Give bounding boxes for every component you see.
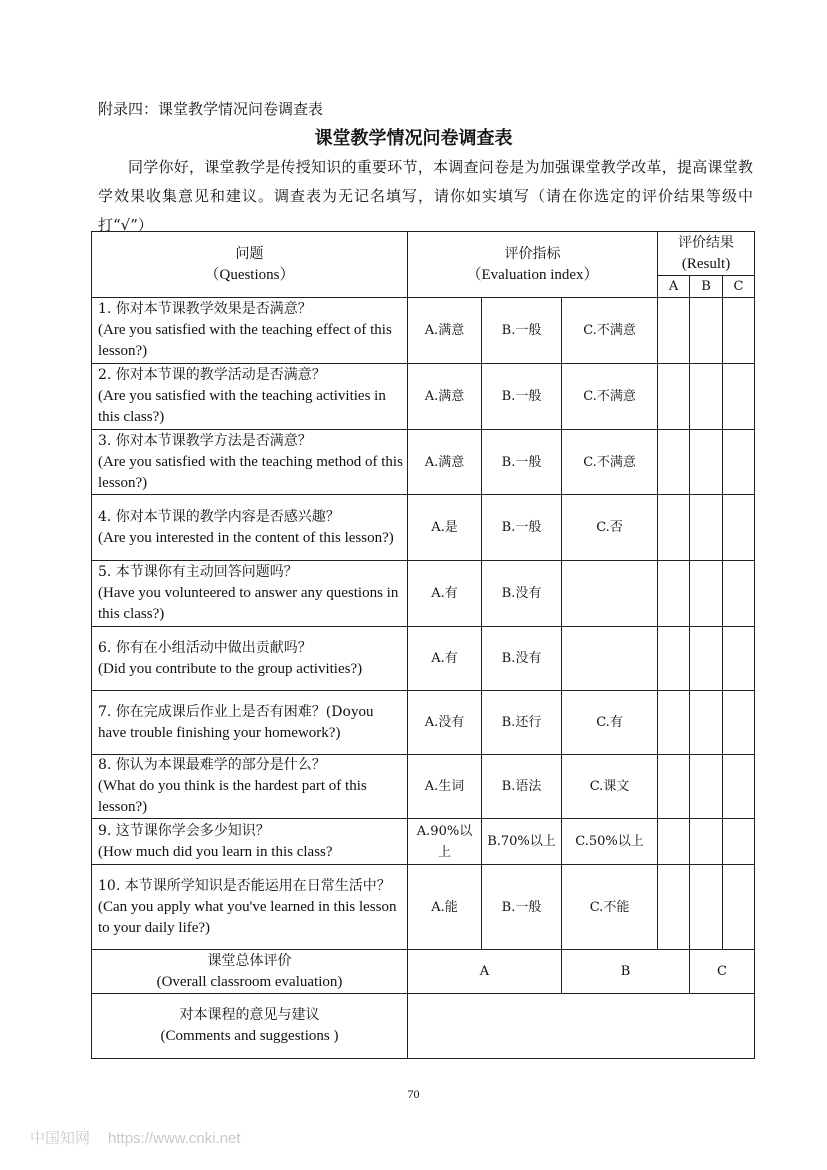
comments-row (92, 994, 755, 1059)
question-cn: 2. 你对本节课的教学活动是否满意？ (98, 367, 326, 383)
option-c: C.课文 (562, 755, 658, 819)
header-questions-en: （Questions） (204, 266, 295, 283)
result-col-b: B (690, 276, 723, 298)
watermark-brand: 中国知网 (30, 1130, 91, 1147)
option-a: A.满意 (408, 364, 482, 430)
question-cn: 3. 你对本节课教学方法是否满意？ (98, 432, 312, 449)
option-c: C.不能 (562, 865, 658, 950)
question-en: (Are you satisfied with the teaching method of this lesson?) (98, 453, 403, 491)
option-b: B.70%以上 (482, 819, 562, 865)
option-b: B.一般 (482, 364, 562, 430)
result-cell-c[interactable] (723, 364, 755, 430)
question-text (92, 819, 408, 865)
question-row (92, 561, 755, 627)
question-text (92, 430, 408, 495)
overall-cn: 课堂总体评价 (207, 952, 292, 969)
question-en: (What do you think is the hardest part of this lesson?) (98, 778, 367, 815)
question-text (92, 298, 408, 364)
comments-cn: 对本课程的意见与建议 (179, 1007, 320, 1023)
question-row (92, 495, 755, 561)
option-c (562, 627, 658, 691)
watermark (30, 1127, 259, 1148)
question-en: (Have you volunteered to answer any questions in this class?) (98, 585, 399, 622)
overall-label (92, 950, 408, 994)
question-cn: 9. 这节课你学会多少知识？ (98, 822, 270, 839)
result-cell-b[interactable] (690, 819, 723, 865)
question-cn: 4. 你对本节课的教学内容是否感兴趣？ (98, 508, 340, 525)
question-cn: 5. 本节课你有主动回答问题吗？ (98, 564, 298, 580)
option-b: B.语法 (482, 755, 562, 819)
result-cell-c[interactable] (723, 430, 755, 495)
result-cell-b[interactable] (690, 691, 723, 755)
result-cell-a[interactable] (658, 430, 690, 495)
header-result-cn: 评价结果 (678, 234, 735, 251)
option-c: C.否 (562, 495, 658, 561)
result-col-a: A (658, 276, 690, 298)
option-a: A.90%以上 (408, 819, 482, 865)
option-a: A.有 (408, 627, 482, 691)
option-c: C.不满意 (562, 430, 658, 495)
question-en: (Are you satisfied with the teaching activities in this class?) (98, 388, 386, 425)
option-a: A.能 (408, 865, 482, 950)
option-b: B.没有 (482, 627, 562, 691)
result-cell-a[interactable] (658, 561, 690, 627)
header-index-cn: 评价指标 (504, 245, 561, 262)
comments-en: (Comments and suggestions ) (160, 1028, 339, 1044)
option-b: B.一般 (482, 495, 562, 561)
header-questions (92, 232, 408, 298)
result-cell-b[interactable] (690, 495, 723, 561)
page-title: 课堂教学情况问卷调查表 (314, 128, 513, 149)
result-cell-c[interactable] (723, 627, 755, 691)
option-a: A.满意 (408, 430, 482, 495)
overall-en: (Overall classroom evaluation) (156, 973, 343, 990)
header-result-en: (Result) (681, 255, 731, 272)
question-text (92, 561, 408, 627)
question-en: (Are you interested in the content of this lesson?) (98, 529, 394, 546)
question-row (92, 298, 755, 364)
question-text (92, 495, 408, 561)
result-cell-a[interactable] (658, 298, 690, 364)
overall-row (92, 950, 755, 994)
option-c: C.有 (562, 691, 658, 755)
option-c: C.不满意 (562, 298, 658, 364)
question-row (92, 364, 755, 430)
option-a: A.生词 (408, 755, 482, 819)
option-b: B.还行 (482, 691, 562, 755)
header-result (658, 232, 755, 276)
page-number: 70 (407, 1087, 420, 1101)
option-a: A.满意 (408, 298, 482, 364)
option-a: A.有 (408, 561, 482, 627)
question-row (92, 627, 755, 691)
option-b: B.一般 (482, 865, 562, 950)
result-cell-b[interactable] (690, 364, 723, 430)
question-text (92, 865, 408, 950)
question-en: (Did you contribute to the group activities?) (98, 660, 363, 677)
question-cn: 7. 你在完成课后作业上是否有困难？(Do (98, 703, 351, 720)
result-cell-c[interactable] (723, 755, 755, 819)
question-en: (How much did you learn in this class? (98, 843, 333, 860)
result-cell-c[interactable] (723, 819, 755, 865)
question-row (92, 865, 755, 950)
question-text (92, 691, 408, 755)
question-row (92, 691, 755, 755)
intro-paragraph: 同学你好，课堂教学是传授知识的重要环节，本调查问卷是为加强课堂教学改革，提高课堂教学效果收集意见和建议。调查表为无记名填写，请你如实填写（请在你选定的评价结果等级中打“√”） (98, 158, 753, 234)
result-cell-b[interactable] (690, 865, 723, 950)
header-questions-cn: 问题 (235, 245, 264, 262)
result-cell-c[interactable] (723, 691, 755, 755)
header-index-en: （Evaluation index） (466, 266, 599, 283)
option-b: B.一般 (482, 298, 562, 364)
question-cn: 6. 你有在小组活动中做出贡献吗？ (98, 639, 312, 656)
result-cell-b[interactable] (690, 755, 723, 819)
result-cell-c[interactable] (723, 495, 755, 561)
result-cell-a[interactable] (658, 819, 690, 865)
result-cell-a[interactable] (658, 364, 690, 430)
appendix-label: 附录四：课堂教学情况问卷调查表 (98, 100, 324, 118)
option-a: A.没有 (408, 691, 482, 755)
question-row (92, 755, 755, 819)
question-cn: 8. 你认为本课最难学的部分是什么？ (98, 757, 326, 773)
result-cell-b[interactable] (690, 561, 723, 627)
result-cell-b[interactable] (690, 627, 723, 691)
question-cn: 1. 你对本节课教学效果是否满意？ (98, 301, 312, 317)
result-cell-a[interactable] (658, 691, 690, 755)
result-cell-c[interactable] (723, 561, 755, 627)
question-row (92, 430, 755, 495)
option-b: B.没有 (482, 561, 562, 627)
watermark-url: https://www.cnki.net (108, 1130, 241, 1147)
comments-label (92, 994, 408, 1059)
question-en: you have trouble finishing your homework?) (98, 703, 374, 741)
result-cell-a[interactable] (658, 495, 690, 561)
question-row (92, 819, 755, 865)
result-cell-a[interactable] (658, 627, 690, 691)
survey-table (91, 231, 755, 1059)
overall-option-a[interactable]: A (408, 950, 562, 994)
result-col-c: C (723, 276, 755, 298)
overall-option-b[interactable]: B (562, 950, 690, 994)
question-text (92, 755, 408, 819)
result-cell-a[interactable] (658, 755, 690, 819)
question-en: (Are you satisfied with the teaching effect of this lesson?) (98, 322, 392, 359)
option-b: B.一般 (482, 430, 562, 495)
header-index (408, 232, 658, 298)
overall-option-c[interactable]: C (690, 950, 755, 994)
result-cell-a[interactable] (658, 865, 690, 950)
result-cell-c[interactable] (723, 865, 755, 950)
question-text (92, 627, 408, 691)
option-c: C.不满意 (562, 364, 658, 430)
comments-field[interactable] (408, 994, 755, 1059)
question-en: (Can you apply what you've learned in this lesson to your daily life?) (98, 898, 397, 936)
result-cell-b[interactable] (690, 430, 723, 495)
option-c: C.50%以上 (562, 819, 658, 865)
option-a: A.是 (408, 495, 482, 561)
result-cell-c[interactable] (723, 298, 755, 364)
question-text (92, 364, 408, 430)
result-cell-b[interactable] (690, 298, 723, 364)
question-cn: 10. 本节课所学知识是否能运用在日常生活中？ (98, 877, 391, 894)
option-c (562, 561, 658, 627)
